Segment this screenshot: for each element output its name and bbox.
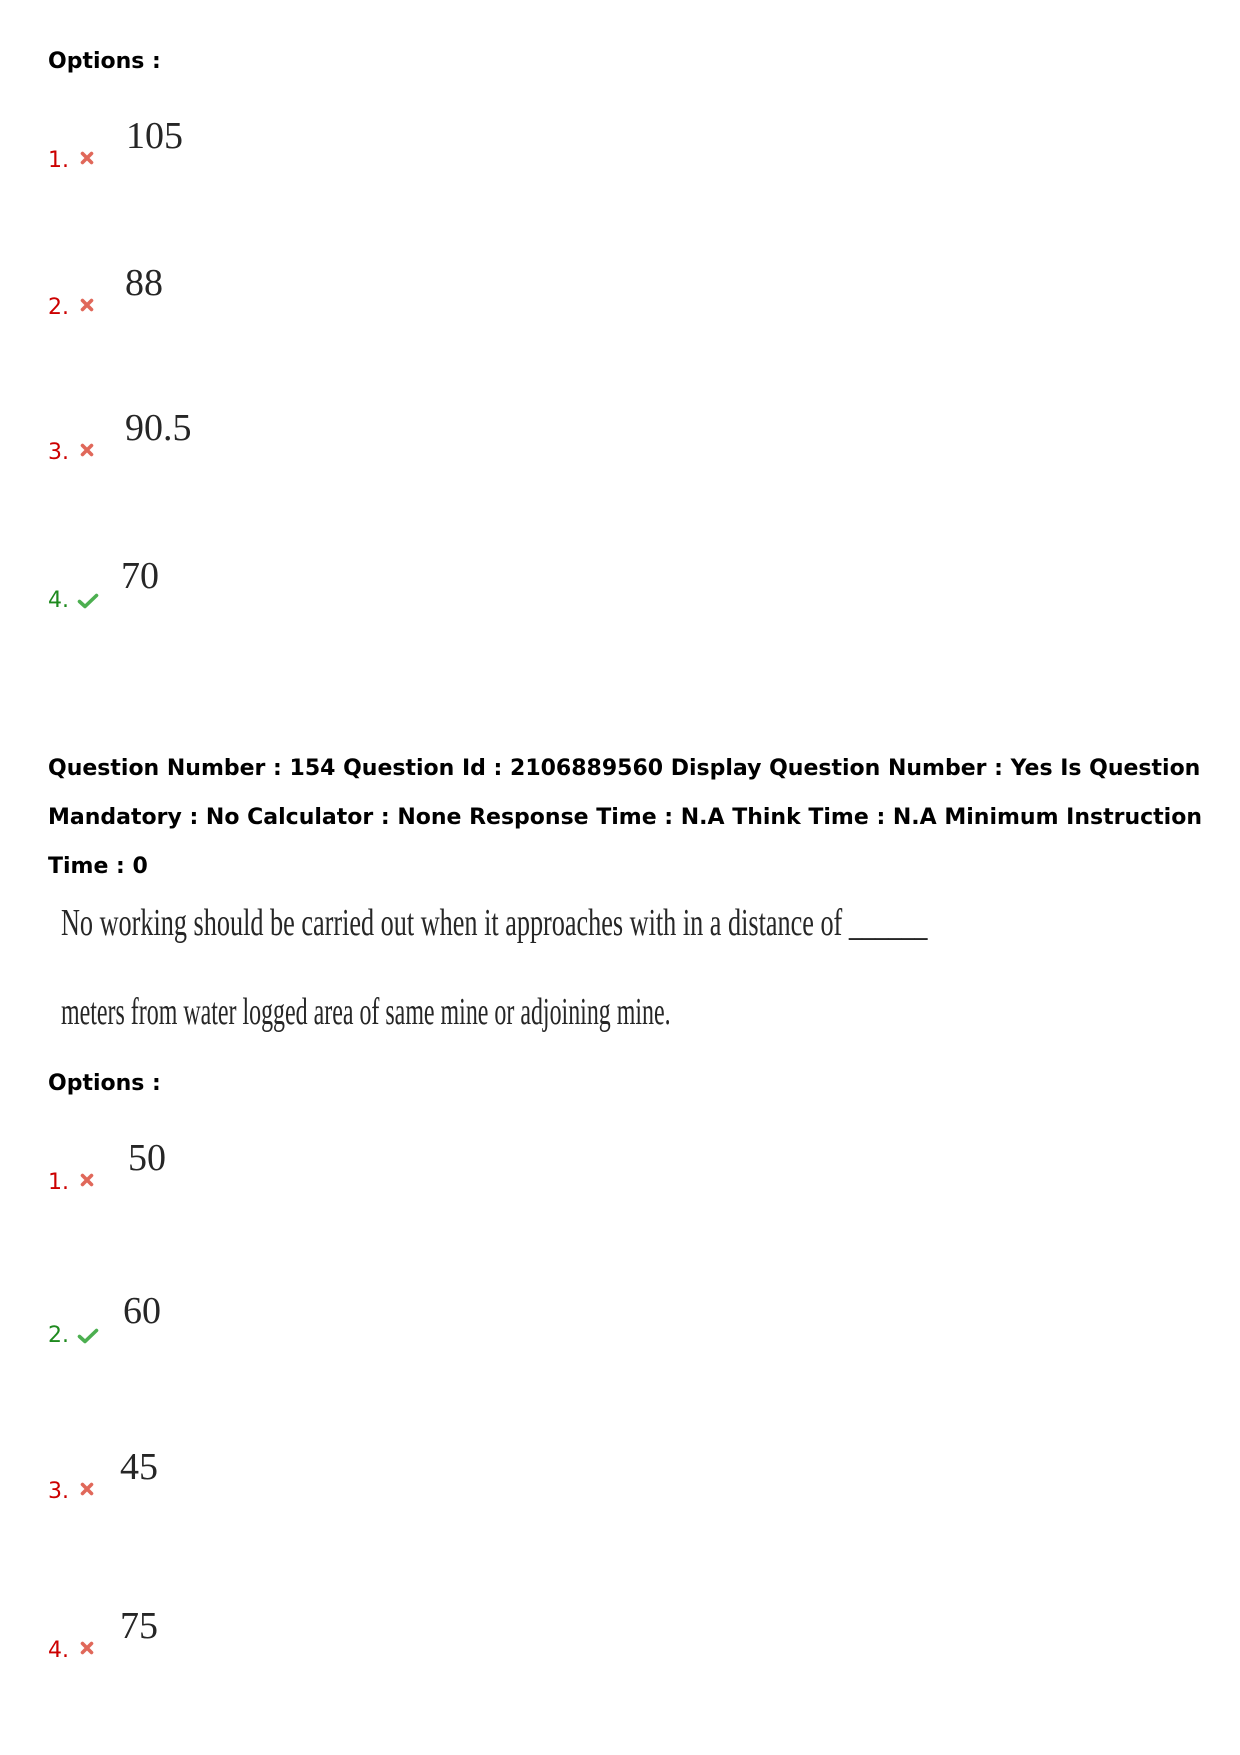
cross-icon bbox=[79, 150, 95, 166]
option-value: 105 bbox=[126, 115, 183, 157]
question-meta-line: Mandatory : No Calculator : None Response Time : N.A Think Time : N.A Minimum Instruction bbox=[48, 805, 1203, 830]
question-text-line: meters from water logged area of same mine or adjoining mine. bbox=[61, 991, 671, 1033]
option-item bbox=[0, 117, 600, 187]
option-number: 2. bbox=[48, 1323, 69, 1348]
question-text-line: No working should be carried out when it approaches with in a distance of ______ bbox=[61, 902, 928, 944]
options-heading: Options : bbox=[48, 1071, 161, 1096]
option-item bbox=[0, 557, 600, 627]
option-number: 4. bbox=[48, 1638, 69, 1663]
cross-icon bbox=[79, 1481, 95, 1497]
option-item bbox=[0, 264, 600, 334]
option-item bbox=[0, 1607, 600, 1677]
option-number: 3. bbox=[48, 440, 69, 465]
check-icon bbox=[77, 1328, 99, 1344]
option-number: 3. bbox=[48, 1479, 69, 1504]
cross-icon bbox=[79, 442, 95, 458]
check-icon bbox=[77, 593, 99, 609]
question-meta bbox=[48, 744, 1202, 891]
option-value: 45 bbox=[120, 1446, 158, 1488]
question-meta-line: Time : 0 bbox=[48, 854, 148, 879]
option-value: 50 bbox=[128, 1137, 166, 1179]
cross-icon bbox=[79, 1172, 95, 1188]
cross-icon bbox=[79, 1640, 95, 1656]
option-value: 75 bbox=[120, 1605, 158, 1647]
option-number: 4. bbox=[48, 588, 69, 613]
option-number: 1. bbox=[48, 1170, 69, 1195]
cross-icon bbox=[79, 297, 95, 313]
option-item bbox=[0, 409, 600, 479]
option-value: 70 bbox=[121, 555, 159, 597]
options-heading: Options : bbox=[48, 49, 161, 74]
option-item bbox=[0, 1139, 600, 1209]
option-value: 60 bbox=[123, 1290, 161, 1332]
option-number: 1. bbox=[48, 148, 69, 173]
question-meta-line: Question Number : 154 Question Id : 2106889560 Display Question Number : Yes Is Question bbox=[48, 756, 1201, 781]
option-number: 2. bbox=[48, 295, 69, 320]
option-item bbox=[0, 1292, 600, 1362]
option-item bbox=[0, 1448, 600, 1518]
option-value: 88 bbox=[125, 262, 163, 304]
option-value: 90.5 bbox=[125, 407, 192, 449]
